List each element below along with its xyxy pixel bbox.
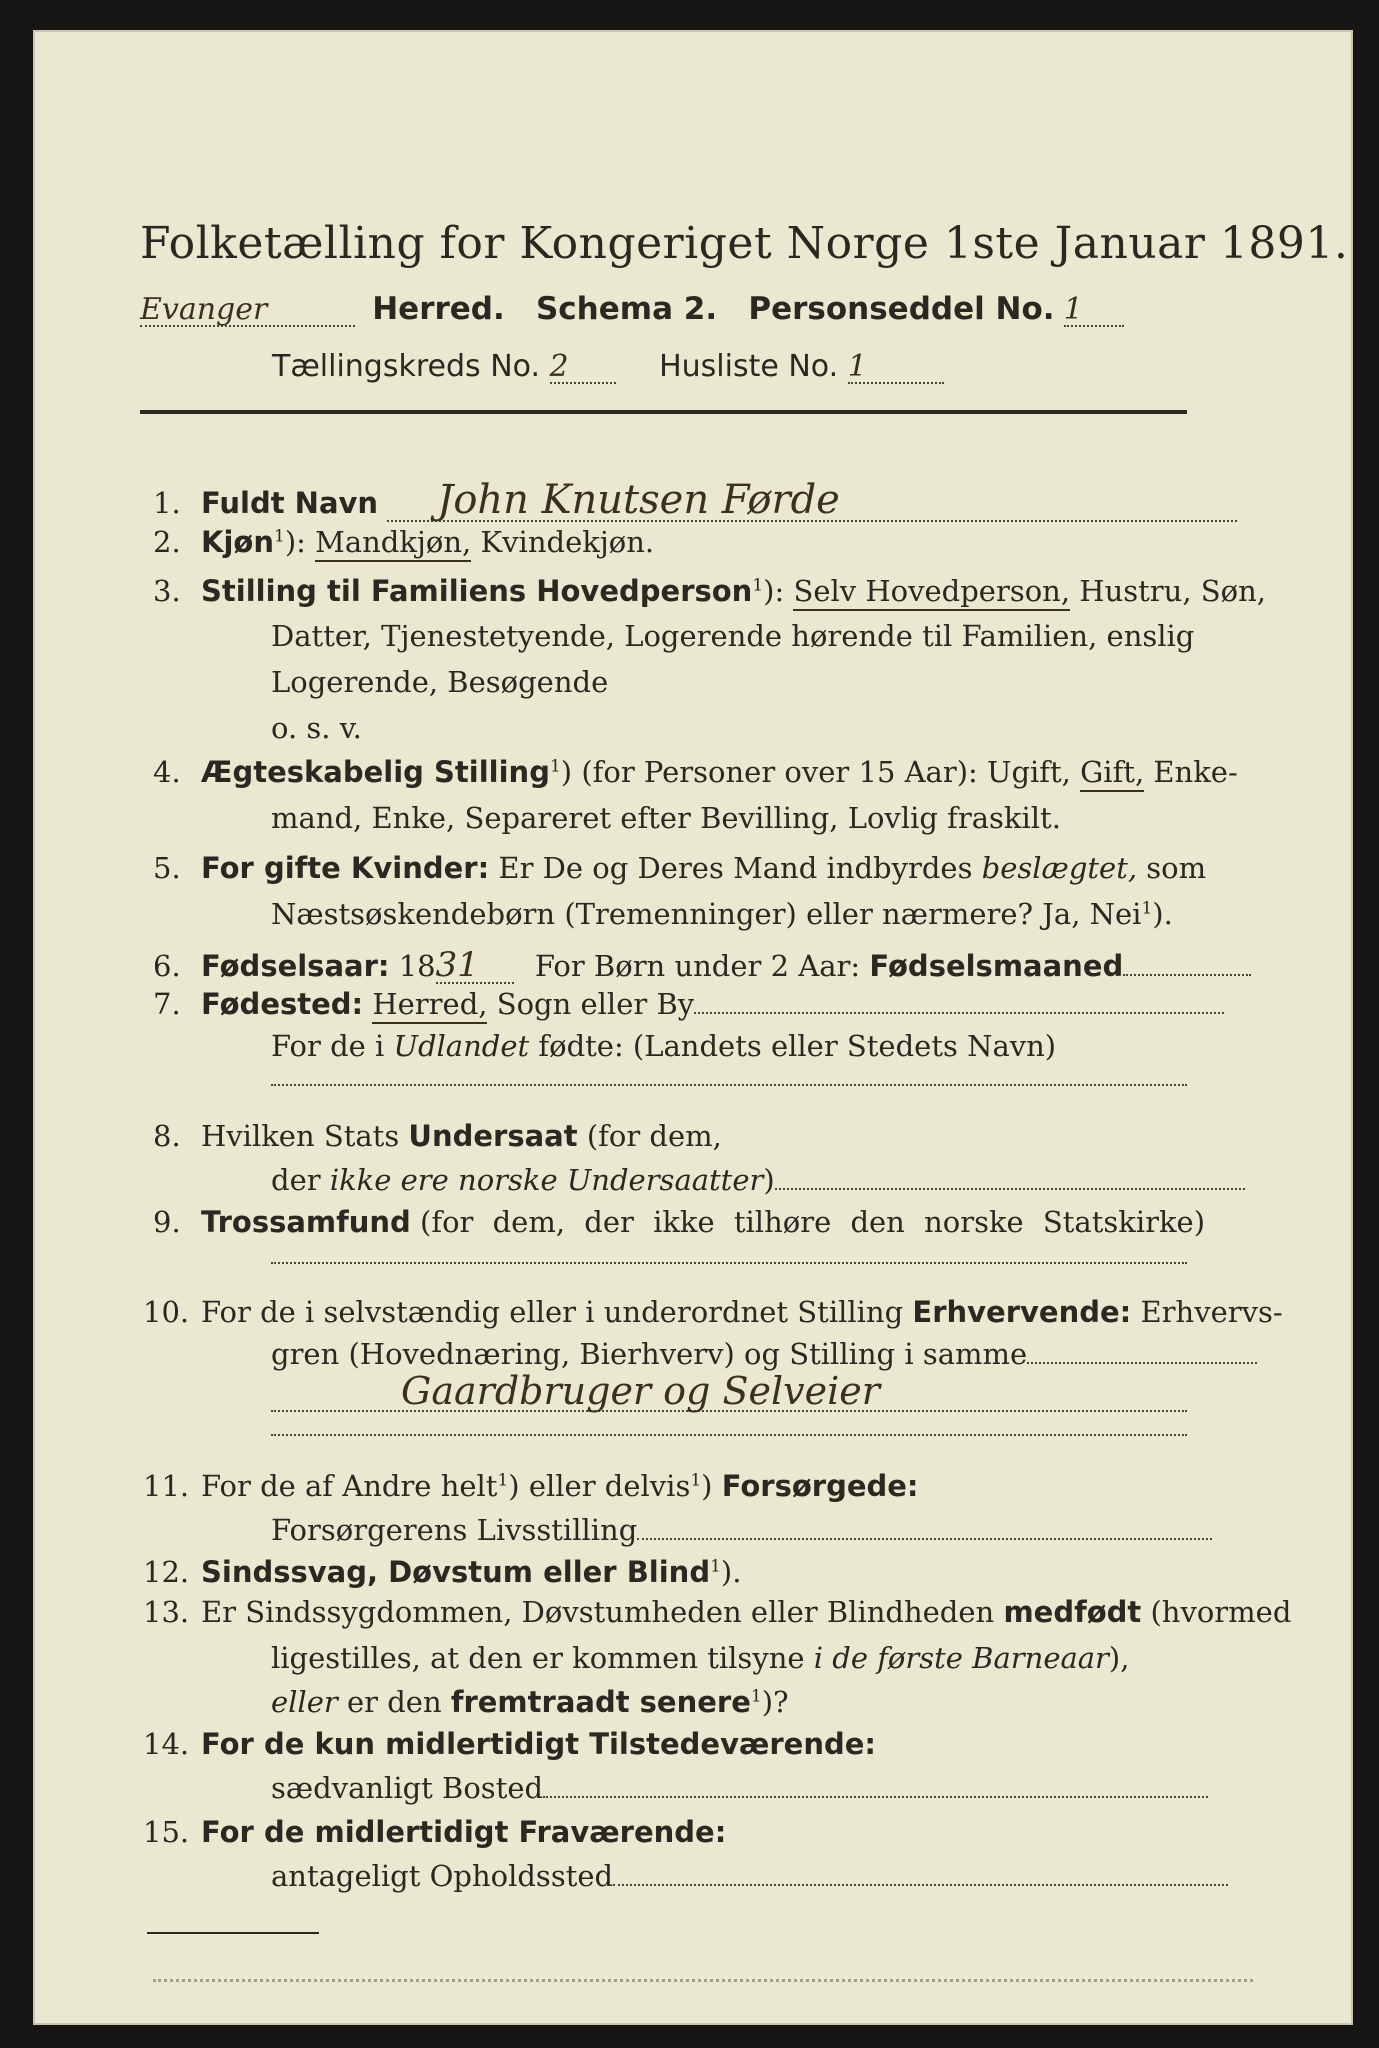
birth-year-label: Fødselsaar:: [201, 949, 390, 983]
congenital-text: Er Sindssygdommen, Døvstumheden eller Blindheden: [201, 1595, 995, 1629]
personseddel-value: 1: [1064, 295, 1124, 327]
footnote-ref: 1: [752, 575, 764, 596]
congenital-line-2: ligestilles, at den er kommen tilsyne i de første Barneaar),: [271, 1641, 1130, 1675]
form-title: Folketælling for Kongeriget Norge 1ste Januar 1891.: [140, 218, 1349, 269]
birthplace-foreign-text: For de i: [271, 1029, 385, 1063]
supported-label: Forsørgede:: [721, 1469, 919, 1503]
item-11: 11. For de af Andre helt$^1$) eller delvis$^1$) Forsørgede:: [143, 1469, 919, 1503]
citizenship-label: Undersaat: [408, 1119, 578, 1153]
header-rule: [140, 410, 1187, 414]
supported-line-2: [271, 1513, 1212, 1547]
occupation-line-2-text: gren (Hovednæring, Bierhverv) og Stilling i samme: [271, 1337, 1028, 1371]
religion-blank: [271, 1262, 1187, 1264]
schema-label: Schema 2.: [535, 291, 718, 327]
congenital-line-2-text: ligestilles, at den er kommen tilsyne: [271, 1641, 805, 1675]
sex-option-female: Kvindekjøn.: [480, 525, 655, 559]
item-8: [153, 1119, 722, 1153]
family-position-options-4: o. s. v.: [271, 711, 362, 745]
acquired-later-label: fremtraadt senere: [450, 1685, 751, 1719]
item-number: 1.: [153, 486, 181, 520]
supported-text-2: eller delvis: [528, 1469, 691, 1503]
taellingskreds-label: Tællingskreds No.: [272, 349, 540, 384]
occupation-dots: [1027, 1362, 1257, 1364]
item-number: 14.: [143, 1727, 190, 1761]
personseddel-label: Personseddel No.: [748, 291, 1055, 327]
congenital-or: eller: [271, 1685, 338, 1719]
full-name-label: Fuldt Navn: [201, 486, 379, 520]
birth-month-value: [1123, 974, 1251, 976]
item-number: 6.: [153, 949, 181, 983]
item-15: [143, 1815, 727, 1849]
item-10: [143, 1295, 1283, 1329]
married-women-line-2: Næstsøskendebørn (Tremenninger) eller nærmere? Ja, Nei$^1$).: [271, 897, 1173, 931]
occupation-line-2: [271, 1337, 1257, 1371]
birthplace-foreign-text-2: fødte: (Landets eller Stedets Navn): [538, 1029, 1057, 1063]
citizenship-italic: ikke ere norske Undersaatter: [329, 1163, 764, 1197]
congenital-line-3-text: er den: [346, 1685, 442, 1719]
usual-residence-label: sædvanligt Bosted: [271, 1771, 544, 1805]
religion-label: Trossamfund: [201, 1205, 411, 1239]
probable-location-value: [613, 1884, 1228, 1886]
item-number: 7.: [153, 987, 181, 1021]
item-12: 12. Sindssvag, Døvstum eller Blind$^1$).: [143, 1555, 742, 1589]
occupation-value-line: [271, 1369, 1187, 1413]
item-14: [143, 1727, 877, 1761]
birthplace-line-2: [271, 1029, 1057, 1063]
item-number: 4.: [153, 755, 181, 789]
marital-status-text: (for Personer over 15 Aar): Ugift,: [581, 755, 1071, 789]
item-number: 5.: [153, 851, 181, 885]
citizenship-line-2-text: der: [271, 1163, 321, 1197]
item-6: [153, 945, 1251, 985]
family-position-selected: Selv Hovedperson,: [793, 574, 1070, 611]
herred-line: [140, 291, 1124, 327]
item-4: 4. Ægteskabelig Stilling$^1$) (for Personer over 15 Aar): Ugift, Gift, Enke-: [153, 758, 1238, 787]
occupation-text-end: Erhvervs-: [1140, 1295, 1283, 1329]
husliste-label: Husliste No.: [659, 349, 839, 384]
congenital-italic: i de første Barneaar: [813, 1641, 1109, 1675]
birthplace-options: Sogn eller By: [496, 987, 695, 1021]
item-number: 12.: [143, 1555, 190, 1589]
occupation-label: Erhvervende:: [912, 1295, 1132, 1329]
congenital-line-3: eller er den fremtraadt senere$^1$)?: [271, 1685, 789, 1719]
temporary-absent-label: For de midlertidigt Fraværende:: [201, 1815, 727, 1849]
married-women-text: Er De og Deres Mand indbyrdes: [498, 851, 973, 885]
footnote-ref: 1: [710, 1556, 721, 1577]
citizenship-text-2: (for dem,: [586, 1119, 722, 1153]
occupation-blank: [271, 1434, 1187, 1436]
married-women-question: Næstsøskendebørn (Tremenninger) eller nærmere? Ja, Nei: [271, 897, 1142, 931]
footnote-separator: [147, 1932, 319, 1934]
sex-option-male: Mandkjøn,: [315, 525, 471, 562]
religion-text: (for dem, der ikke tilhøre den norske Statskirke): [420, 1205, 1206, 1239]
birth-year-value: 31: [436, 948, 514, 984]
temporary-absent-line-2: [271, 1859, 1228, 1893]
item-number: 11.: [143, 1469, 190, 1503]
birth-month-label: Fødselsmaaned: [869, 949, 1124, 983]
faded-footnote: [153, 1967, 1253, 1982]
birthplace-foreign-blank: [271, 1084, 1187, 1086]
occupation-value: Gaardbruger og Selveier: [271, 1372, 1187, 1412]
item-number: 15.: [143, 1815, 190, 1849]
footnote-ref: 1: [690, 1470, 702, 1491]
herred-value: Evanger: [140, 295, 355, 327]
marital-status-label: Ægteskabelig Stilling: [201, 755, 550, 789]
provider-occupation-value: [637, 1538, 1212, 1540]
marital-status-selected: Gift,: [1080, 755, 1144, 792]
birth-year-prefix: 18: [398, 949, 436, 983]
footnote-ref: 1: [549, 756, 561, 777]
citizenship-line-2: der ikke ere norske Undersaatter): [271, 1166, 1245, 1195]
related-word: beslægtet,: [981, 851, 1138, 885]
married-women-text-end: som: [1146, 851, 1207, 885]
marital-status-options: Enke-: [1153, 755, 1238, 789]
footnote-ref: 1: [750, 1686, 762, 1707]
item-2: 2. Kjøn$^1$): Mandkjøn, Kvindekjøn.: [153, 528, 654, 557]
item-number: 2.: [153, 525, 181, 559]
citizenship-text: Hvilken Stats: [201, 1119, 400, 1153]
congenital-label: medfødt: [1003, 1595, 1142, 1629]
item-5: [153, 851, 1207, 885]
full-name-value: John Knutsen Førde: [387, 480, 1237, 522]
sex-label: Kjøn: [201, 525, 274, 559]
item-13: [143, 1595, 1292, 1629]
item-number: 3.: [153, 574, 181, 608]
probable-location-label: antageligt Opholdssted: [271, 1859, 614, 1893]
occupation-text: For de i selvstændig eller i underordnet Stilling: [201, 1295, 904, 1329]
item-9: [153, 1205, 1206, 1239]
item-1: [153, 477, 1237, 523]
husliste-value: 1: [848, 352, 944, 384]
item-number: 8.: [153, 1119, 181, 1153]
footnote-ref: 1: [273, 526, 285, 547]
herred-label: Herred.: [372, 291, 505, 327]
birthplace-value: [694, 1012, 1224, 1014]
disability-label: Sindssvag, Døvstum eller Blind: [201, 1555, 711, 1589]
item-number: 9.: [153, 1205, 181, 1239]
birthplace-label: Fødested:: [201, 987, 364, 1021]
item-number: 10.: [143, 1295, 190, 1329]
family-position-label: Stilling til Familiens Hovedperson: [201, 574, 753, 608]
provider-occupation-label: Forsørgerens Livsstilling: [271, 1513, 638, 1547]
citizenship-value: [775, 1188, 1245, 1190]
family-position-options-3: Logerende, Besøgende: [271, 665, 609, 699]
census-form-page: [33, 30, 1353, 2025]
temporary-present-label: For de kun midlertidigt Tilstedeværende:: [201, 1727, 877, 1761]
taellingskreds-value: 2: [550, 352, 616, 384]
item-7: [153, 987, 1224, 1021]
item-number: 13.: [143, 1595, 190, 1629]
marital-status-options-2: mand, Enke, Separeret efter Bevilling, Lovlig fraskilt.: [271, 801, 1061, 835]
footnote-ref: 1: [497, 1470, 509, 1491]
footnote-ref: 1: [1141, 898, 1153, 919]
congenital-text-end: (hvormed: [1150, 1595, 1292, 1629]
item-3: 3. Stilling til Familiens Hovedperson$^1$): Selv Hovedperson, Hustru, Søn,: [153, 577, 1266, 606]
family-position-options-2: Datter, Tjenestetyende, Logerende hørende til Familien, enslig: [271, 619, 1195, 653]
married-women-label: For gifte Kvinder:: [201, 851, 490, 885]
birth-month-text: For Børn under 2 Aar:: [534, 949, 861, 983]
usual-residence-value: [543, 1796, 1208, 1798]
taellingskreds-line: [272, 349, 944, 384]
supported-text: For de af Andre helt: [201, 1469, 498, 1503]
family-position-options: Hustru, Søn,: [1079, 574, 1266, 608]
birthplace-selected: Herred,: [372, 987, 487, 1024]
birthplace-foreign-italic: Udlandet: [393, 1029, 530, 1063]
temporary-present-line-2: [271, 1771, 1208, 1805]
